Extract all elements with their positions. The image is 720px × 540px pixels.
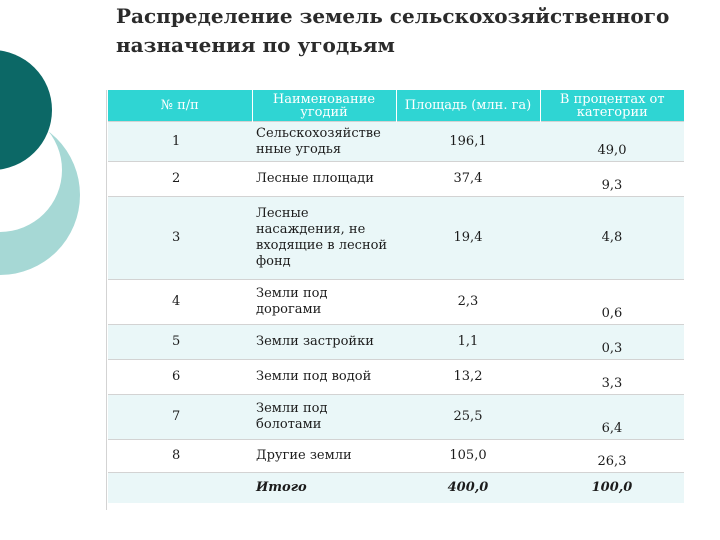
row-number: 8: [108, 440, 252, 473]
row-area: 1,1: [396, 325, 540, 360]
total-percent: 100,0: [540, 473, 684, 503]
white-circle: [0, 108, 62, 232]
land-table-container: [108, 90, 684, 510]
row-number: [108, 473, 252, 503]
row-number: 7: [108, 395, 252, 440]
row-name: Земли под водой: [252, 360, 396, 395]
row-name: Лесные площади: [252, 162, 396, 197]
table-row: [108, 197, 684, 280]
row-area: 2,3: [396, 280, 540, 325]
dark-circle: [0, 50, 52, 170]
decorative-circles: [0, 0, 110, 300]
row-area: 13,2: [396, 360, 540, 395]
table-header-row: [108, 90, 684, 122]
page-title: Распределение земель сельскохозяйственного назначения по угодьям: [116, 4, 670, 57]
header-percent: В процентах от категории: [540, 90, 684, 122]
row-name: Лесные насаждения, не входящие в лесной фонд: [252, 197, 396, 280]
table-row: [108, 360, 684, 395]
total-area: 400,0: [396, 473, 540, 503]
row-area: 25,5: [396, 395, 540, 440]
row-percent: 6,4: [540, 395, 684, 440]
row-area: 19,4: [396, 197, 540, 280]
row-name: Земли под болотами: [252, 395, 396, 440]
row-name: Земли под дорогами: [252, 280, 396, 325]
row-percent: 3,3: [540, 360, 684, 395]
table-row-total: [108, 473, 684, 503]
row-name: Земли застройки: [252, 325, 396, 360]
table-row: [108, 440, 684, 473]
row-percent: 26,3: [540, 440, 684, 473]
header-name: Наименование угодий: [252, 90, 396, 122]
row-percent: 4,8: [540, 197, 684, 280]
total-label: Итого: [252, 473, 396, 503]
row-number: 5: [108, 325, 252, 360]
row-number: 6: [108, 360, 252, 395]
row-area: 196,1: [396, 122, 540, 162]
row-area: 37,4: [396, 162, 540, 197]
row-name: Другие земли: [252, 440, 396, 473]
table-row: [108, 280, 684, 325]
row-name: Сельскохозяйстве нные угодья: [252, 122, 396, 162]
table-row: [108, 162, 684, 197]
table-row: [108, 122, 684, 162]
row-percent: 9,3: [540, 162, 684, 197]
row-number: 3: [108, 197, 252, 280]
row-percent: 49,0: [540, 122, 684, 162]
row-area: 105,0: [396, 440, 540, 473]
row-number: 2: [108, 162, 252, 197]
land-distribution-table: [108, 90, 684, 503]
row-number: 1: [108, 122, 252, 162]
header-number: № п/п: [108, 90, 252, 122]
row-percent: 0,6: [540, 280, 684, 325]
light-circle: [0, 115, 80, 275]
table-row: [108, 395, 684, 440]
table-left-border: [106, 90, 107, 510]
row-percent: 0,3: [540, 325, 684, 360]
row-number: 4: [108, 280, 252, 325]
table-row: [108, 325, 684, 360]
header-area: Площадь (млн. га): [396, 90, 540, 122]
